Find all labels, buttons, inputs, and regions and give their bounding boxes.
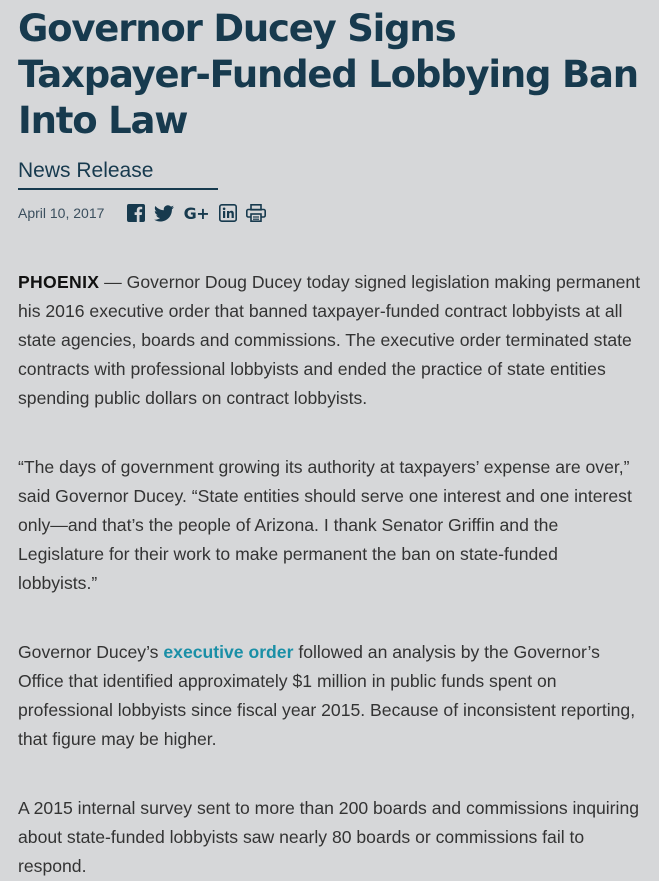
dateline: PHOENIX	[18, 272, 100, 292]
facebook-icon[interactable]	[126, 203, 146, 223]
google-plus-icon[interactable]: G+	[183, 203, 210, 223]
print-icon[interactable]	[246, 203, 266, 223]
paragraph-3-text-after: followed an analysis by the Governor’s Office that identified approximately $1 million in public funds spent on professional lobbyists since fiscal year 2015. Because of inconsistent reporting, that figure may be higher.	[18, 642, 636, 749]
twitter-icon[interactable]	[154, 203, 174, 223]
paragraph-1	[18, 268, 641, 413]
paragraph-4: A 2015 internal survey sent to more than 200 boards and commissions inquiring about state-funded lobbyists saw nearly 80 boards or commissions fail to respond.	[18, 798, 640, 876]
article-type-label: News Release	[18, 159, 218, 190]
paragraph-3	[18, 638, 641, 754]
linkedin-icon[interactable]	[218, 203, 238, 223]
paragraph-1-text: — Governor Doug Ducey today signed legislation making permanent his 2016 executive order that banned taxpayer-funded contract lobbyists at all state agencies, boards and commissions. The executive order terminated state contracts with professional lobbyists and ended the practice of state entities spending public dollars on contract lobbyists.	[18, 272, 641, 408]
article-meta	[18, 202, 641, 224]
article-body	[18, 268, 641, 881]
share-bar	[126, 203, 266, 223]
article-headline: Governor Ducey Signs Taxpayer-Funded Lobbying Ban Into Law	[18, 7, 638, 142]
paragraph-3-text-before: Governor Ducey’s	[18, 642, 164, 662]
executive-order-link[interactable]: executive order	[163, 642, 294, 662]
publish-date: April 10, 2017	[18, 205, 105, 221]
paragraph-2: “The days of government growing its authority at taxpayers’ expense are over,” said Governor Ducey. “State entities should serve one interest and one interest only—and that’s the people of Arizona. I thank Senator Griffin and the Legislature for their work to make permanent the ban on state-funded lobbyists.”	[18, 457, 632, 593]
